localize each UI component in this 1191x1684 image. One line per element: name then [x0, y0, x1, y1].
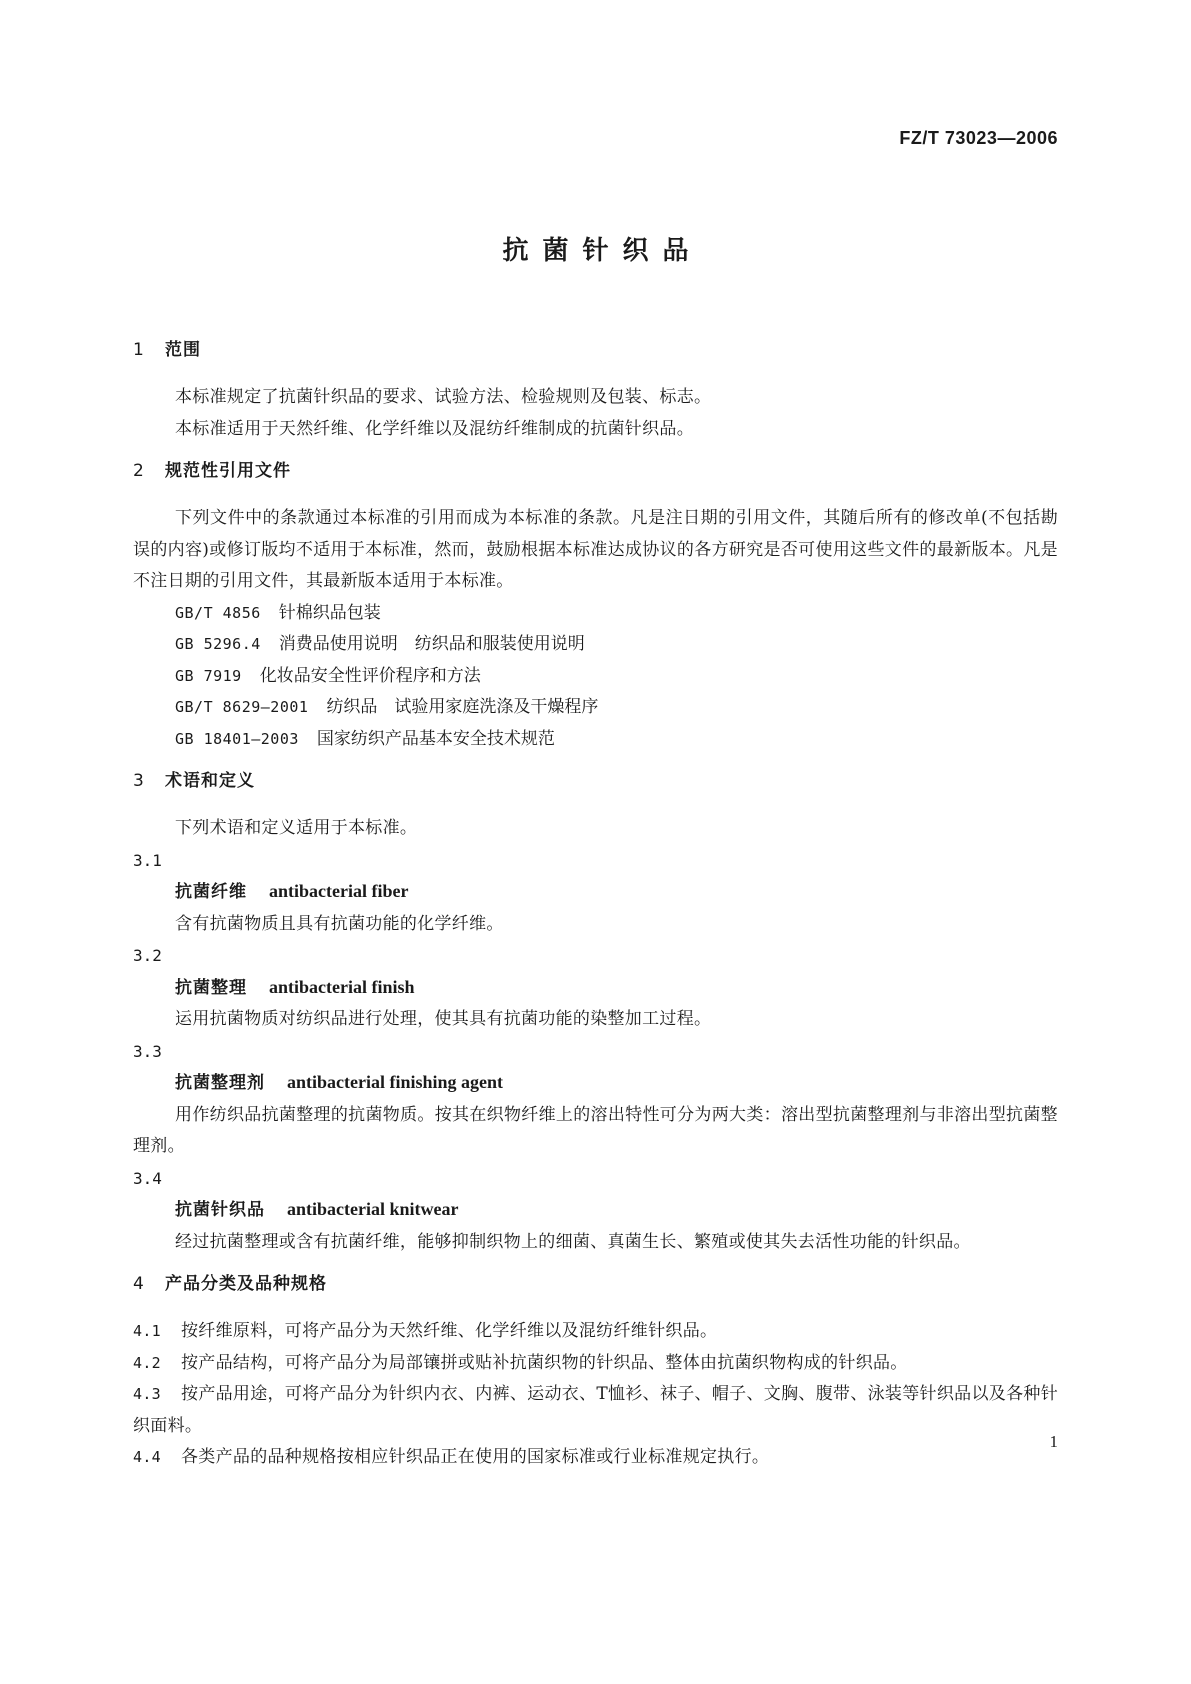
term-definition: 运用抗菌物质对纺织品进行处理，使其具有抗菌功能的染整加工过程。 — [175, 1009, 712, 1029]
reference-title: 化妆品安全性评价程序和方法 — [259, 665, 481, 686]
section-number: 1 — [133, 340, 145, 360]
reference-title: 纺织品 试验用家庭洗涤及干燥程序 — [326, 697, 599, 717]
term-number: 3.3 — [133, 1041, 162, 1061]
reference-item — [133, 661, 1058, 693]
reference-item — [133, 629, 1058, 661]
section-title: 术语和定义 — [165, 771, 255, 791]
section-2-heading — [133, 459, 1058, 483]
section-number: 4 — [133, 1274, 145, 1294]
term-heading — [133, 876, 1058, 909]
reference-title: 消费品使用说明 纺织品和服装使用说明 — [278, 634, 585, 654]
term-heading — [133, 1067, 1058, 1100]
reference-item — [133, 598, 1058, 630]
paragraph: 本标准适用于天然纤维、化学纤维以及混纺纤维制成的抗菌针织品。 — [175, 418, 694, 439]
clause — [133, 1379, 1058, 1442]
reference-item — [133, 692, 1058, 724]
term-definition: 含有抗菌物质且具有抗菌功能的化学纤维。 — [175, 913, 504, 934]
clause-number: 4.3 — [133, 1385, 161, 1403]
section-title: 规范性引用文件 — [165, 461, 291, 481]
section-number: 3 — [133, 771, 145, 791]
reference-code: GB 7919 — [175, 666, 242, 685]
clause-text: 按产品结构，可将产品分为局部镶拼或贴补抗菌织物的针织品、整体由抗菌织物构成的针织品。 — [181, 1352, 908, 1373]
term-definition: 经过抗菌整理或含有抗菌纤维，能够抑制织物上的细菌、真菌生长、繁殖或使其失去活性功能的针织品。 — [175, 1231, 971, 1252]
term-heading — [133, 1194, 1058, 1227]
term-number: 3.1 — [133, 850, 162, 870]
section-4-heading — [133, 1272, 1058, 1296]
section-title: 产品分类及品种规格 — [165, 1274, 327, 1294]
clause-text: 按产品用途，可将产品分为针织内衣、内裤、运动衣、T恤衫、袜子、帽子、文胸、腹带、泳装等针织品以及各种针织面料。 — [133, 1384, 1058, 1436]
clause-number: 4.4 — [133, 1448, 161, 1466]
document-title: 抗菌针织品 — [502, 236, 703, 266]
term-number: 3.4 — [133, 1168, 162, 1188]
term-en: antibacterial fiber — [269, 881, 409, 901]
reference-code: GB 18401—2003 — [175, 729, 299, 748]
reference-title: 国家纺织产品基本安全技术规范 — [316, 728, 555, 749]
term-heading — [133, 972, 1058, 1005]
term-zh: 抗菌纤维 — [175, 882, 247, 902]
section-3-heading — [133, 769, 1058, 793]
reference-code: GB 5296.4 — [175, 635, 261, 653]
clause-number: 4.2 — [133, 1353, 161, 1372]
clause-text: 各类产品的品种规格按相应针织品正在使用的国家标准或行业标准规定执行。 — [181, 1447, 770, 1467]
page-number: 1 — [1049, 1432, 1058, 1451]
reference-item — [133, 724, 1058, 756]
term-definition: 用作纺织品抗菌整理的抗菌物质。按其在织物纤维上的溶出特性可分为两大类：溶出型抗菌整理剂与非溶出型抗菌整理剂。 — [133, 1104, 1058, 1156]
paragraph: 下列术语和定义适用于本标准。 — [175, 818, 418, 838]
section-1-heading — [133, 338, 1058, 362]
term-en: antibacterial finishing agent — [287, 1072, 504, 1092]
term-en: antibacterial knitwear — [287, 1199, 459, 1219]
paragraph: 本标准规定了抗菌针织品的要求、试验方法、检验规则及包装、标志。 — [175, 387, 712, 407]
reference-code: GB/T 4856 — [175, 603, 261, 622]
section-title: 范围 — [165, 340, 201, 360]
reference-title: 针棉织品包装 — [278, 602, 381, 623]
term-zh: 抗菌整理 — [175, 977, 247, 998]
term-number: 3.2 — [133, 946, 162, 965]
reference-code: GB/T 8629—2001 — [175, 698, 309, 716]
term-zh: 抗菌针织品 — [175, 1200, 265, 1220]
clause-number: 4.1 — [133, 1322, 161, 1340]
clause-text: 按纤维原料，可将产品分为天然纤维、化学纤维以及混纺纤维针织品。 — [181, 1321, 718, 1341]
document-body — [133, 338, 1058, 1474]
standard-code: FZ/T 73023—2006 — [899, 128, 1058, 148]
section-number: 2 — [133, 461, 145, 481]
term-en: antibacterial finish — [269, 976, 415, 997]
clause — [133, 1348, 1058, 1380]
paragraph: 下列文件中的条款通过本标准的引用而成为本标准的条款。凡是注日期的引用文件，其随后所有的修改单(不包括勘误的内容)或修订版均不适用于本标准，然而，鼓励根据本标准达成协议的各方研究是否可使用这些文件的最新版本。凡是不注日期的引用文件，其最新版本适用于本标准。 — [133, 508, 1058, 591]
term-zh: 抗菌整理剂 — [175, 1073, 265, 1093]
clause — [133, 1316, 1058, 1348]
clause — [133, 1442, 1058, 1474]
